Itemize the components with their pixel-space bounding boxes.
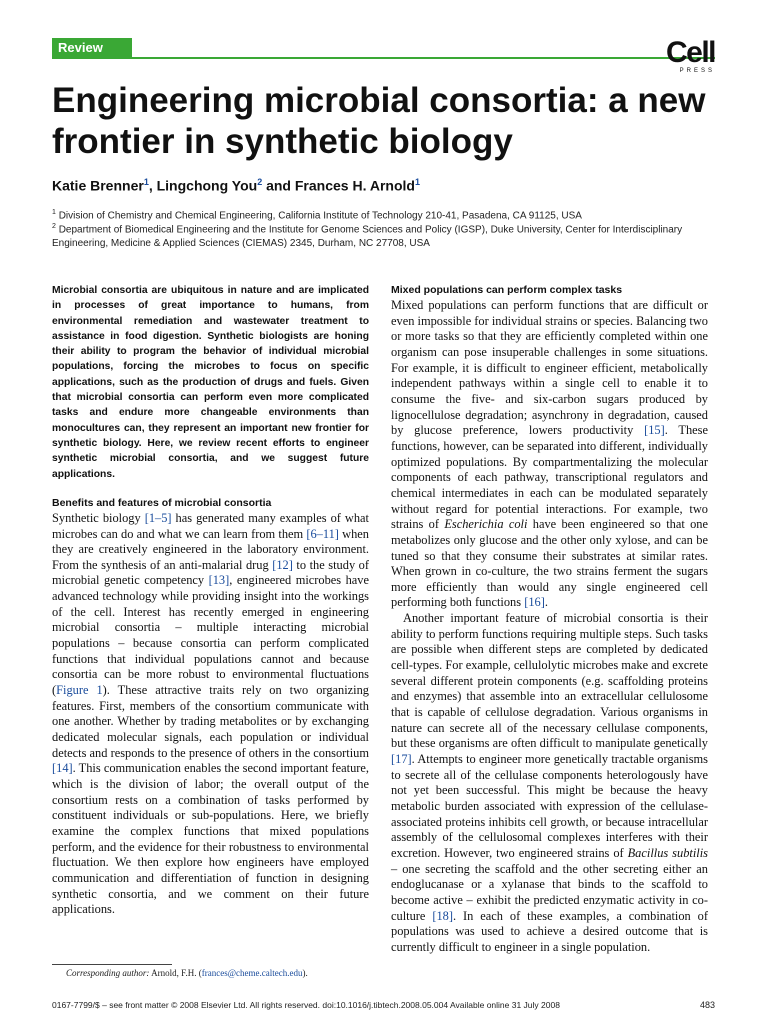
author-name: Katie Brenner (52, 177, 144, 194)
citation-link[interactable]: [16] (524, 595, 545, 610)
correspondence-note (66, 968, 308, 978)
author-separator: , (148, 177, 157, 194)
author-name: Lingchong You (156, 177, 258, 194)
text-run: Mixed populations can perform functions that are difficult or even impossible for individual strains or species. Balancing two or more tasks so that they are efficiently completed within one organism can pose insuperable challenges in some situations. For example, it is difficult to engineer efficient, metabolically independent pathways within a single cell to enable it to consume the five- and six-carbon sugars produced by lignocellulose degradation; asynchrony in degradation, caused by glucose preference, lowers productivity (391, 298, 708, 438)
author-list (52, 177, 712, 194)
affiliation-text: Division of Chemistry and Chemical Engineering, California Institute of Technology 210-41, Pasadena, CA 91125, USA (58, 210, 582, 222)
text-run: have been engineered so that one metabolizes only glucose and the other only xylose, and can be tuned so that they consume their substrates at similar rates. When grown in co-culture, the two strains ferment the sugars more efficiently than would any single engineered cell performing both functions (391, 517, 708, 610)
page-footer (52, 1000, 715, 1010)
correspondence-name: Arnold, F.H. ( (149, 968, 202, 978)
text-run: when they are creatively engineered in the laboratory environment. From the synthesis of an anti-malarial drug (52, 526, 369, 572)
footnote-rule (52, 964, 172, 965)
body-paragraph (391, 298, 708, 611)
text-run: . This communication enables the second important feature, which is the division of labor; the overall output of the consortium rests on a combination of tasks performed by constituent individuals or sub-populations. Here, we briefly examine the complex functions that mixed populations perform, and the evidence for their robustness to environmental fluctuation. We then explore how engineers have employed communication and differentiation of function in designing synthetic consortia, and we comment on their future applications. (52, 761, 369, 917)
citation-link[interactable]: [13] (208, 573, 230, 588)
author-affil-marker: 1 (143, 177, 149, 187)
header-rule (52, 57, 715, 59)
journal-logo-subtext: PRESS (679, 68, 715, 74)
citation-link[interactable]: [15] (644, 423, 665, 438)
author-separator: and (262, 177, 295, 194)
page-number: 483 (699, 1000, 715, 1010)
citation-link[interactable]: [17] (391, 752, 412, 767)
text-run: ). These attractive traits rely on two organizing features. First, members of the consortium communicate with one another. Whether by trading metabolites or by exchanging dedicated molecular signals, each population or individual detects and responds to the presence of others in the consortium (52, 683, 369, 760)
correspondence-email-link[interactable]: frances@cheme.caltech.edu (201, 968, 303, 978)
text-run: to the study of microbial genetic competency (52, 557, 369, 588)
section-heading: Benefits and features of microbial consortia (52, 496, 272, 509)
affiliation-marker: 1 (52, 209, 56, 216)
abstract: Microbial consortia are ubiquitous in nature and are implicated in processes of great importance to humans, from environmental remediation and wastewater treatment to assistance in food digestion. Synthetic biologists are honing their ability to program the behavior of individual microbial populations, forcing the microbes to focus on specific applications, such as the production of drugs and fuels. Given that microbial consortia can perform even more complicated tasks and endure more changeable environments than monocultures can, they represent an important new frontier for synthetic biology. Here, we review recent efforts to engineer synthetic microbial consortia, and we suggest future applications. (52, 285, 369, 480)
species-name: Escherichia coli (444, 517, 528, 532)
author-affil-marker: 1 (414, 177, 420, 187)
citation-link[interactable]: [12] (272, 557, 293, 572)
journal-logo-text: Cell (665, 36, 715, 69)
affiliation (52, 220, 722, 251)
journal-logo (640, 38, 715, 78)
section-heading: Mixed populations can perform complex tasks (391, 284, 623, 296)
affiliation-marker: 2 (52, 223, 56, 230)
body-paragraph (391, 611, 708, 955)
species-name: Bacillus subtilis (627, 845, 708, 860)
correspondence-close: ). (302, 968, 308, 978)
citation-link[interactable]: [1–5] (144, 510, 172, 525)
text-run: Another important feature of microbial consortia is their ability to perform functions requiring multiple steps. Such tasks are possible when different steps are completed by dedicated cell-types. For example, cellulolytic microbes make and excrete several different protein components (e.g. scaffolding proteins and enzymes) that assemble into an extracellular cellulosome that is capable of cellulose degradation. Various organisms in nature can secrete all of the necessary cellulase components, but these organisms are often difficult to manipulate genetically (391, 611, 708, 751)
text-run: has generated many examples of what microbes can do and what we can learn from them (52, 510, 369, 541)
citation-link[interactable]: [18] (432, 908, 453, 923)
section-label: Review (52, 38, 132, 58)
article-title: Engineering microbial consortia: a new frontier in synthetic biology (52, 81, 706, 161)
right-column (391, 283, 708, 956)
text-run: Synthetic biology (52, 510, 145, 525)
text-run: . (544, 595, 548, 610)
footer-text: 0167-7799/$ – see front matter © 2008 Elsevier Ltd. All rights reserved. doi:10.1016/j.tibtech.2008.05.004 Available online 31 July 2008 (52, 1000, 560, 1010)
citation-link[interactable]: [14] (52, 761, 73, 776)
text-run: – one secreting the scaffold and the other secreting either an endoglucanase or a xylanase that binds to the scaffold to become active – exhibit the predicted enzymatic activity in co-culture (391, 861, 708, 923)
text-run: . These functions, however, can be separated into different, individually optimized populations. By compartmentalizing the molecular components of each pathway, transcriptional regulators and chemical intermediates in each can be modulated separately without regard for potential interactions. For example, two strains of (391, 423, 708, 532)
text-run: . In each of these examples, a combination of populations was used to achieve a desired outcome that is currently difficult to engineer in a single population. (391, 908, 709, 954)
author-name: Frances H. Arnold (294, 177, 415, 194)
citation-link[interactable]: Figure 1 (56, 683, 103, 698)
author-affil-marker: 2 (257, 177, 263, 187)
correspondence-label: Corresponding author: (66, 968, 150, 978)
text-run: . Attempts to engineer more genetically tractable organisms to secrete all of the cellulase components heterologously have not yet been successful. This might be because the heavy metabolic burden associated with expression of the cellulase-associated proteins inhibits cell growth, or because intracellular assembly of the cellulosomal complexes interferes with their excretion. However, two engineered strains of (391, 752, 708, 860)
citation-link[interactable]: [6–11] (306, 526, 339, 541)
affiliation-text: Department of Biomedical Engineering and the Institute for Genome Sciences and Policy (IGSP), Duke University, Center for Interdisciplinary Engineering, Medicine & Applied Sciences (CIEMAS) 2345, Durham, NC 27708, USA (52, 224, 683, 250)
text-run: , engineered microbes have advanced technology while providing insight into the workings of the cell. Interest has recently emerged in engineering microbial consortia – multiple interacting microbial populations – because consortia can perform complicated functions that individual populations cannot and because consortia can be more robust to environmental fluctuations ( (52, 573, 369, 698)
body-paragraph (52, 511, 369, 918)
left-column (52, 283, 369, 918)
